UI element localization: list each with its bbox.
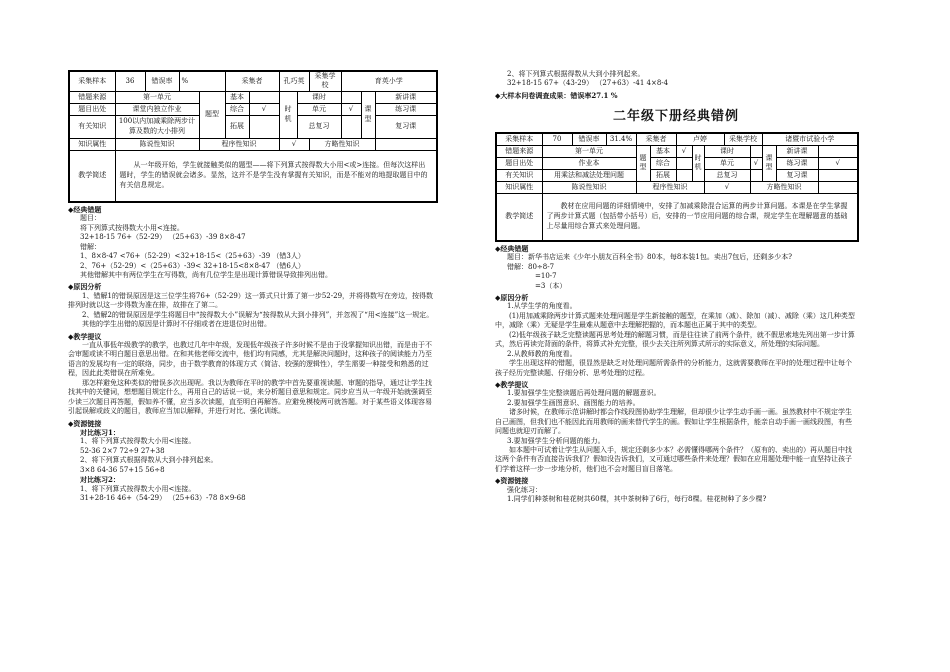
sample-value: 70	[542, 133, 572, 146]
left-suggest-section	[68, 332, 436, 417]
time-lesson: 课时	[704, 145, 750, 157]
text-line: 其他的学生出错的原因是计算时不仔细或者在进退位时出错。	[82, 320, 271, 329]
type-extend: 拓展	[225, 115, 249, 138]
error-value: 31.4%	[606, 133, 636, 146]
attr-procedural-mark: √	[704, 181, 750, 193]
text-line: 32+18-15 67+（43-29） （27+63）-41 4×8-4	[507, 79, 669, 88]
text-line: 2.要加强学生画图意识、画图能力的培养。	[507, 398, 640, 407]
school-label: 采集学校	[724, 133, 762, 146]
right-classic-section	[495, 244, 857, 291]
section-heading: ◆经典错题	[68, 204, 102, 214]
time-unit-mark: √	[750, 157, 762, 169]
school-value: 诸暨市试验小学	[762, 133, 858, 146]
section-heading: ◆原因分析	[68, 282, 102, 292]
sample-label: 采集样本	[69, 71, 115, 91]
text-line: 错解：	[80, 242, 101, 251]
left-classic-section	[68, 205, 436, 281]
teach-text: 教材在应用问题的详细情境中，安排了加减乘除混合运算的两步计算问题。本课是在学生掌握了两步计算式题（包括带小括号）后，安排的一节应用问题的综合课，规定学生在理解题意的基础上尽量用综合算式来处理问题。	[542, 193, 858, 241]
type-label: 题型	[199, 91, 225, 138]
text-line: 1.同学们种茶树和桂花树共60棵，其中茶树种了6行，每行8棵。桂花树种了多少棵?	[507, 495, 767, 504]
error-value: %	[179, 71, 225, 91]
time-review: 总复习	[297, 115, 341, 138]
text-line: 2、将下列算式根据得数从大到小排列起来。	[507, 70, 645, 78]
src-value: 第一单元	[115, 91, 199, 103]
text-line: 3.要加强学生分析问题的能力。	[507, 436, 605, 445]
left-info-table	[68, 70, 438, 203]
attr-procedural: 程序性知识	[636, 181, 704, 193]
right-suggest-section	[495, 380, 857, 474]
survey-result: ◆大样本问卷调查成果：错误率27.1 %	[495, 90, 618, 100]
text-line: 学生出现这样的错题，很显然是缺乏对处理问题所需条件的分析能力，这就需要教师在平时的处理过程中让每个孩子经历完整读题、仔细分析、思考处理的过程。	[495, 359, 852, 377]
type-combined: 综合	[650, 157, 676, 169]
text-line: 如本题中可试着让学生从问题入手，规定还剩多少本？必需懂得哪两个条件？（原有的、卖出的）再从题目中找这两个条件有否直接告诉我们？假如没告诉我们，又可通过哪些条件来处理？假如在应用题处理中能一直坚持让孩子们学着这样一步一步地分析，他们也不会对题目盲目落笔。	[495, 446, 852, 473]
attr-declarative: 陈说性知识	[115, 138, 199, 150]
school-label: 采集学校	[309, 71, 341, 91]
lesson-practice: 练习课	[375, 103, 437, 115]
section-heading: ◆教学提议	[68, 331, 102, 341]
origin-value: 作业本	[542, 157, 636, 169]
know-value: 用乘法和减法处理问题	[542, 169, 636, 181]
know-label: 有关知识	[69, 115, 115, 138]
left-resource-section	[68, 419, 436, 504]
text-line: 1.要加强学生完整读题后再处理问题的解题意识。	[507, 389, 661, 398]
lesson-type-label: 课型	[762, 145, 776, 181]
lesson-review: 复习课	[375, 115, 437, 138]
attr-strategic: 方略性知识	[750, 181, 818, 193]
error-label: 错误率	[572, 133, 606, 146]
text-line: 2.从教师教的角度看。	[507, 349, 577, 358]
text-line: 2、76+（52-29）<（25+63）-39< 32+18-15<8×8-47 （错6人）	[80, 261, 305, 270]
lesson-type-label: 课型	[361, 91, 375, 138]
time-lesson: 课时	[297, 91, 341, 103]
text-line: 31+28-16 46+（54-29） （25+63）-78 8×9-68	[80, 494, 246, 502]
text-line: 1.从学生学的角度看。	[507, 302, 577, 311]
text-line: 诸多时候，在教师示范讲解时都会作线段图协助学生理解，但却很少让学生动手画一画。虽然教材中不规定学生自己画图，但我们也不能因此而用教师的画来替代学生的画。假如让学生根据条件，能亲自动手画一画线段图，有些问题也就迎刃而解了。	[495, 408, 852, 436]
text-line: 将下列算式按得数大小用<连接。	[80, 223, 184, 232]
exercise-heading: 强化练习：	[507, 485, 542, 494]
section-heading: ◆资源链接	[68, 418, 102, 428]
text-line: 52-36 2×7 72÷9 27+38	[80, 446, 165, 455]
attr-declarative: 陈说性知识	[542, 181, 636, 193]
exercise-heading: 对比练习1：	[80, 427, 120, 437]
type-label: 题型	[636, 145, 650, 181]
right-reason-section	[495, 293, 857, 378]
lesson-review: 复习课	[776, 169, 818, 181]
section-heading: ◆资源链接	[495, 476, 529, 486]
type-basic: 基本	[650, 145, 676, 157]
text-line: 题目：新华书店运来《少年小朋友百科全书》80本，每8本装1包。卖出7包后，还剩多少本?	[507, 253, 793, 262]
text-line: 错解：80÷8-7	[507, 262, 555, 271]
text-line: 1、将下列算式按得数大小用<连接。	[80, 437, 196, 446]
type-extend: 拓展	[650, 169, 676, 181]
text-line: =10-7	[535, 272, 557, 281]
type-combined: 综合	[225, 103, 249, 115]
text-line: 2、错解2的错误原因是学生将题目中“按得数大小”误解为“按得数从大到小排列”，并忽视了“用<连接”这一规定。	[82, 310, 434, 319]
section-heading: ◆经典错题	[495, 243, 529, 253]
right-column	[495, 70, 857, 505]
section-heading: ◆原因分析	[495, 293, 529, 303]
text-line: (1)用加减乘除两步计算式题来处理问题是学生新接触的题型，在乘加（减）、除加（减）、减除（乘）这几种类型中，减除（乘）无疑是学生最难从题意中去理解把握的，而本题也正属于其中的类型。	[495, 311, 855, 330]
text-line: 1、将下列算式按得数大小用<连接。	[80, 484, 196, 493]
time-label: 时机	[279, 91, 297, 138]
origin-label: 题目出处	[69, 103, 115, 115]
attr-label: 知识属性	[496, 181, 542, 193]
collector-value: 孔巧英	[279, 71, 309, 91]
time-review: 总复习	[704, 169, 750, 181]
origin-label: 题目出处	[496, 157, 542, 169]
teach-label: 教学简述	[496, 193, 542, 241]
type-combined-mark: √	[249, 103, 279, 115]
src-label: 错题来源	[496, 145, 542, 157]
time-unit-mark: √	[341, 103, 361, 115]
time-unit: 单元	[704, 157, 750, 169]
text-line: 1、错解1的错误原因是这三位学生将76+（52-29）这一算式只计算了第一步52-29，并将得数写在旁边，按得数排列时就以这一步得数为准在排，故排在了第二。	[68, 291, 434, 310]
left-reason-section	[68, 282, 436, 329]
attr-label: 知识属性	[69, 138, 115, 150]
text-line: 3×8 64-36 57+15 56÷8	[80, 465, 165, 474]
collector-value: 卢婷	[676, 133, 724, 146]
text-line: =3（本）	[535, 281, 567, 290]
lesson-practice: 练习课	[776, 157, 818, 169]
attr-procedural-mark: √	[279, 138, 309, 150]
type-basic: 基本	[225, 91, 249, 103]
time-label: 时机	[692, 145, 704, 181]
section-heading: ◆教学提议	[495, 379, 529, 389]
sample-value: 36	[115, 71, 145, 91]
text-line: 1、8×8-47 <76+（52-29）<32+18-15<（25+63）-39 （错3人）	[80, 252, 305, 261]
know-label: 有关知识	[496, 169, 542, 181]
text-line: 2、将下列算式根据得数从大到小排列起来。	[80, 456, 218, 465]
page-title: 二年级下册经典错例	[612, 109, 739, 125]
sample-label: 采集样本	[496, 133, 542, 146]
text-line: (2)低年级孩子缺乏完整读题再思考处理的解题习惯，而是往往读了前两个条件，就不假思索地先列出第一步计算式，然后再读完背面的条件，将算式补充完整，很少去关注所列算式所示的实际意义，所处理的实际问题。	[495, 330, 855, 349]
src-value: 第一单元	[542, 145, 636, 157]
collector-label: 采集者	[225, 71, 279, 91]
right-info-table	[495, 132, 859, 242]
text-line: 其他错解其中有两位学生在写得数，尚有几位学生是出现计算错误导致排列出错。	[80, 270, 332, 279]
time-unit: 单元	[297, 103, 341, 115]
text-line: 题目：	[80, 214, 101, 223]
attr-strategic: 方略性知识	[309, 138, 375, 150]
teach-label: 教学简述	[69, 150, 115, 202]
school-value: 育英小学	[341, 71, 437, 91]
lesson-new: 新讲课	[375, 91, 437, 103]
left-column	[68, 70, 436, 503]
collector-label: 采集者	[636, 133, 676, 146]
teach-text: 从一年级开始，学生就接触类似的题型——将下列算式按得数大小用<或>连接。但每次这样出题时，学生的错误就会诸多。显然，这并不是学生没有掌握有关知识，而是不能对的地提取题目中的有关信息规定。	[115, 150, 437, 202]
lesson-practice-mark: √	[818, 157, 858, 169]
exercise-heading: 对比练习2：	[80, 475, 120, 485]
text-line: 一直从事低年级教学的教学，也教过几年中年级，发现低年级孩子许多时候不是由于没掌握知识出错，而是由于不会审题或读不明白题目意思出错。在和其他老师交流中，他们均有同感，尤其是解决问题时，这种孩子的阅读能力乃至语言的发展均有一定的联络，同步，由于数学教育的体现方式（简洁、较强的逻辑性），学生需要一种接受和熟悉的过程，因此此类错误在所难免。	[68, 341, 432, 378]
type-basic-mark: √	[676, 145, 692, 157]
know-value: 100以内加减乘除两步计算及数的大小排列	[115, 115, 199, 138]
text-line: 那怎样避免这种类似的错误多次出现呢。我以为教师在平时的教学中首先要重视读题、审题的指导，通过让学生找找其中的关键词，想想题目规定什么，再用自己的话说一说，来分析题目意思和规定。同步应当从一年级开始就强调至少读三次题目再答题，假如养不懂，应当多次读题，直至明白再解答。应避免模棱两可就答题。对于某些语义体现容易引起误解或歧义的题目，教师应当加以解释，并进行对比、强化训练。	[68, 378, 432, 416]
src-label: 错题来源	[69, 91, 115, 103]
attr-procedural: 程序性知识	[199, 138, 279, 150]
error-label: 错误率	[145, 71, 179, 91]
origin-value: 课堂内独立作业	[115, 103, 199, 115]
lesson-new: 新讲课	[776, 145, 818, 157]
text-line: 32+18-15 76+（52-29） （25+63）-39 8×8-47	[80, 233, 246, 242]
right-resource-section	[495, 476, 857, 504]
